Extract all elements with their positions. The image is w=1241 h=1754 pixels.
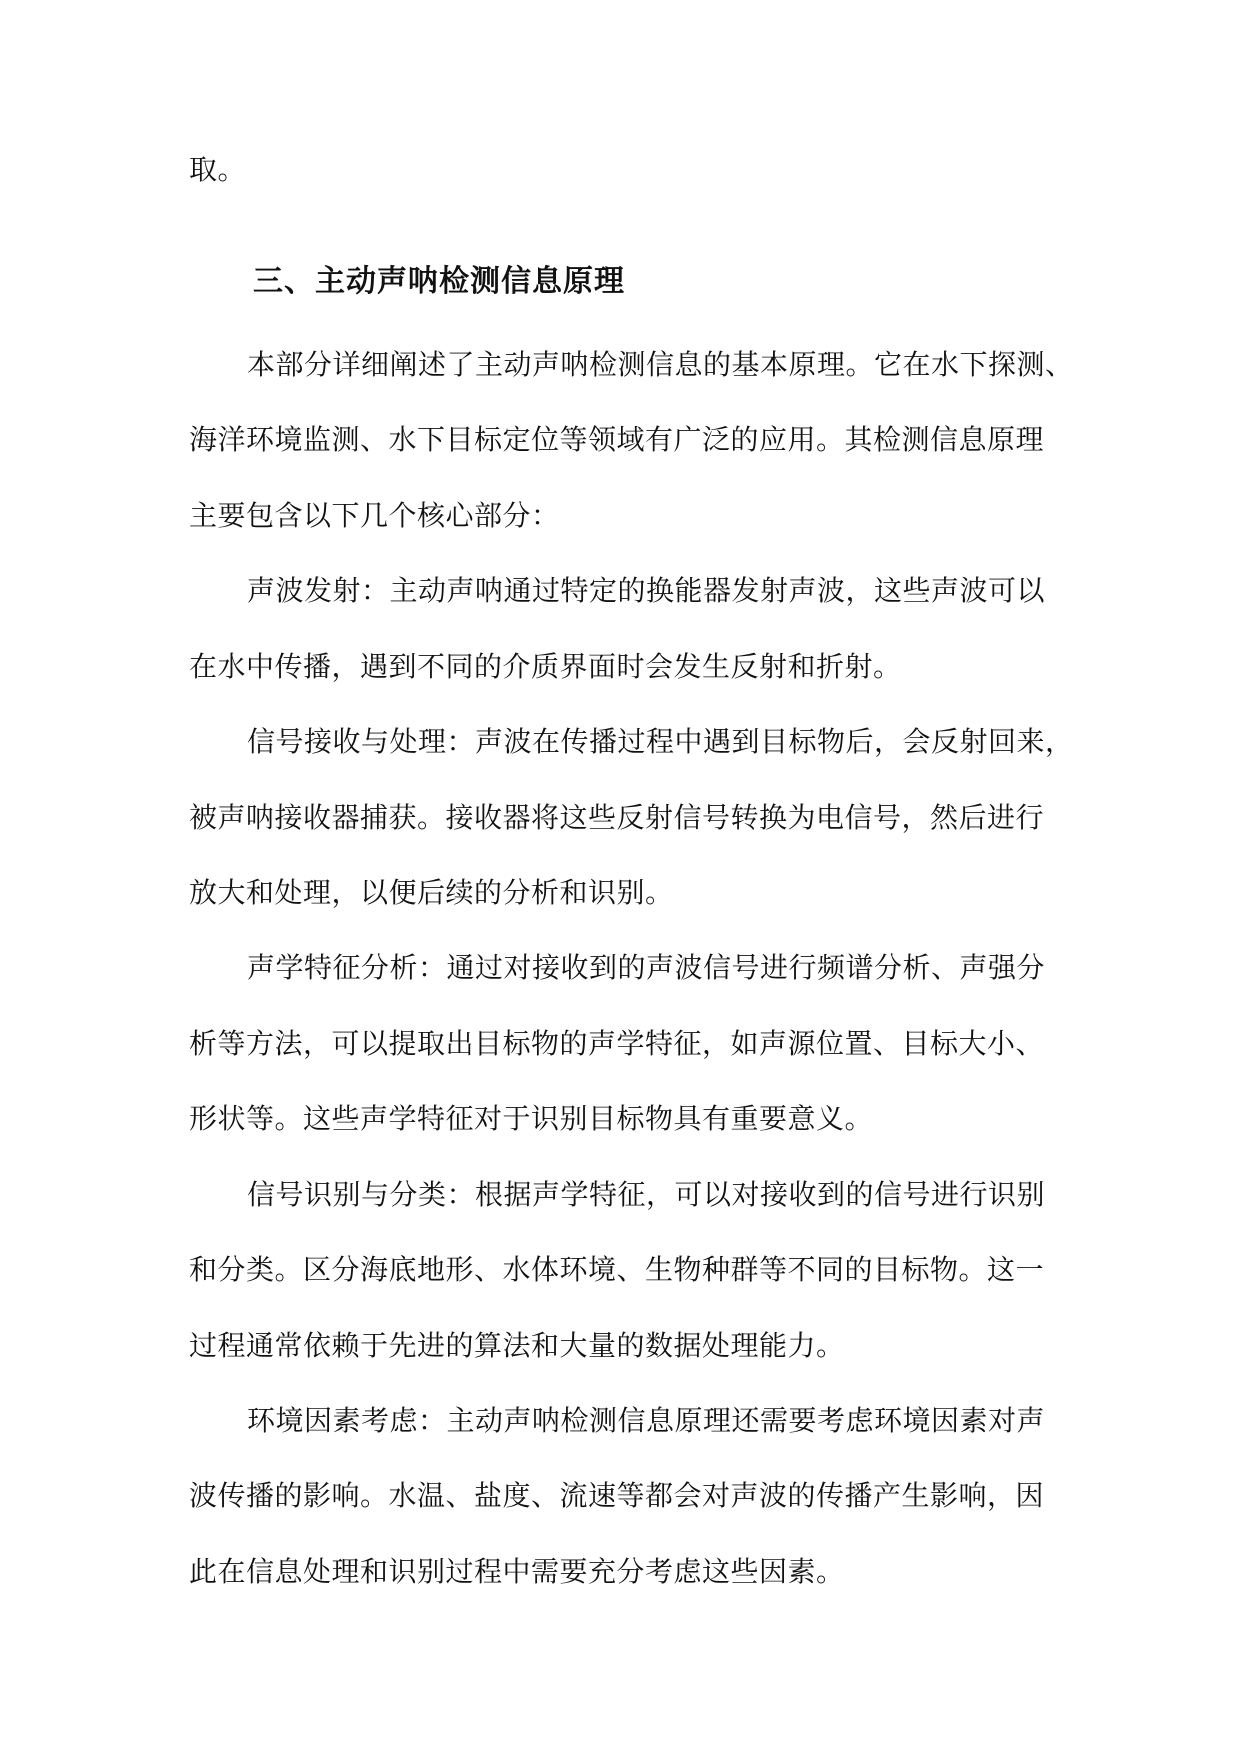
carryover-text: 取。 bbox=[189, 153, 247, 186]
paragraph-line: 本部分详细阐述了主动声呐检测信息的基本原理。它在水下探测、 bbox=[247, 348, 1074, 381]
paragraph-line: 信号接收与处理：声波在传播过程中遇到目标物后，会反射回来， bbox=[247, 725, 1074, 758]
section-heading: 三、主动声呐检测信息原理 bbox=[253, 264, 625, 299]
paragraph-line: 信号识别与分类：根据声学特征，可以对接收到的信号进行识别 bbox=[247, 1178, 1046, 1211]
paragraph-line: 在水中传播，遇到不同的介质界面时会发生反射和折射。 bbox=[189, 650, 902, 683]
paragraph-line: 析等方法，可以提取出目标物的声学特征，如声源位置、目标大小、 bbox=[189, 1027, 1045, 1060]
paragraph-line: 过程通常依赖于先进的算法和大量的数据处理能力。 bbox=[189, 1329, 845, 1362]
paragraph-line: 声波发射：主动声呐通过特定的换能器发射声波，这些声波可以 bbox=[247, 574, 1046, 607]
paragraph-line: 声学特征分析：通过对接收到的声波信号进行频谱分析、声强分 bbox=[247, 951, 1046, 984]
paragraph-line: 此在信息处理和识别过程中需要充分考虑这些因素。 bbox=[189, 1555, 845, 1588]
paragraph-line: 海洋环境监测、水下目标定位等领域有广泛的应用。其检测信息原理 bbox=[189, 423, 1045, 456]
paragraph-line: 形状等。这些声学特征对于识别目标物具有重要意义。 bbox=[189, 1102, 874, 1135]
paragraph-line: 波传播的影响。水温、盐度、流速等都会对声波的传播产生影响，因 bbox=[189, 1479, 1045, 1512]
paragraph-line: 被声呐接收器捕获。接收器将这些反射信号转换为电信号，然后进行 bbox=[189, 801, 1045, 834]
paragraph-line: 和分类。区分海底地形、水体环境、生物种群等不同的目标物。这一 bbox=[189, 1253, 1045, 1286]
paragraph-line: 环境因素考虑：主动声呐检测信息原理还需要考虑环境因素对声 bbox=[247, 1404, 1046, 1437]
paragraph-line: 放大和处理，以便后续的分析和识别。 bbox=[189, 876, 674, 909]
paragraph-line: 主要包含以下几个核心部分： bbox=[189, 499, 560, 532]
